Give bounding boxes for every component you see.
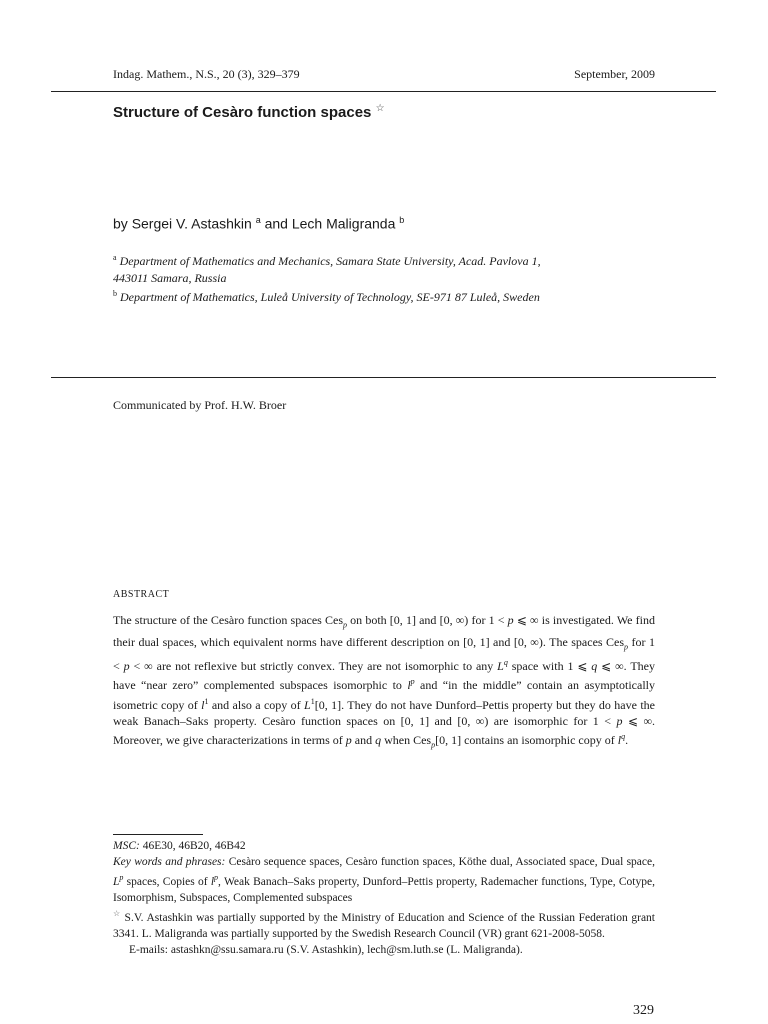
page-number: 329 [633,1003,654,1018]
author-prefix: by [113,215,128,232]
affiliation-b-mark: b [113,289,117,298]
author-2-affiliation-mark: b [399,215,405,225]
support-footnote-mark: ☆ [113,908,121,918]
author-1: Sergei V. Astashkin [131,215,252,232]
support-text: S.V. Astashkin was partially supported by the Ministry of Education and Science of the Russian Federation grant 3341. L. Maligranda was partially supported by the Swedish Research Council (VR) grant 621-2008-5058. [113,911,655,940]
paper-title [113,103,385,121]
header-divider [51,91,716,92]
paper-title-text: Structure of Cesàro function spaces [113,104,372,121]
msc-codes: 46E30, 46B20, 46B42 [142,840,246,852]
keywords-label: Key words and phrases: [113,856,226,868]
affiliation-a [113,249,541,287]
affiliation-b-line1: Department of Mathematics, Luleå University of Technology, SE-971 87 Luleå, Sweden [120,290,540,304]
author-line [113,215,404,232]
affiliation-a-line2: 443011 Samara, Russia [113,271,227,285]
author-conjunction: and [264,215,288,232]
affiliation-b [113,285,540,306]
affiliation-a-line1: Department of Mathematics and Mechanics, Samara State University, Acad. Pavlova 1, [119,254,541,268]
title-footnote-mark: ☆ [375,103,385,114]
author-1-affiliation-mark: a [255,215,261,225]
title-block-divider [51,377,716,378]
author-2: Lech Maligranda [291,215,396,232]
footnotes [113,838,655,958]
affiliation-a-mark: a [113,253,117,262]
emails-line: E-mails: astashkn@ssu.samara.ru (S.V. Astashkin), lech@sm.luth.se (L. Maligranda). [129,943,523,956]
msc-label: MSC: [113,840,140,852]
support-note [113,906,655,942]
journal-citation: Indag. Mathem., N.S., 20 (3), 329–379 [113,67,300,81]
msc-line [113,838,655,854]
publication-date: September, 2009 [574,67,655,81]
footnote-rule [113,834,203,835]
abstract-body: The structure of the Cesàro function spaces Ces$_p$ on both [0, 1] and [0, ∞) for 1 < p ⩽ ∞ is investigated. We find their dual spaces, which equivalent norms have different description on [0, 1] and [0, ∞). The spaces Ces$_p$ for 1 < p < ∞ are not reflexive but strictly convex. They are not isomorphic to any $L^q$ space with 1 ⩽ q ⩽ ∞. They have “near zero” complemented subspaces isomorphic to $l^p$ and “in the middle” contain an asymptotically isometric copy of $l^1$ and also a copy of $L^1[0$, 1]. They do not have Dunford–Pettis property but they do have the weak Banach–Saks property. Cesàro function spaces on [0, 1] and [0, ∞) are isomorphic for 1 < p ⩽ ∞. Moreover, we give characterizations in terms of p and q when Ces$_p$[0, 1] contains an isomorphic copy of $l^q$. [113,613,656,750]
keywords-line [113,854,655,906]
communicated-by: Communicated by Prof. H.W. Broer [113,398,287,412]
abstract-heading: ABSTRACT [113,589,170,600]
keywords-text: Cesàro sequence spaces, Cesàro function spaces, Köthe dual, Associated space, Dual space, $L^p$ spaces, Copies of $l^p$, Weak Banach–Saks property, Dunford–Pettis property, Rademacher functions, Type, Cotype, Isomorphism, Subspaces, Complemented subspaces [113,856,655,904]
